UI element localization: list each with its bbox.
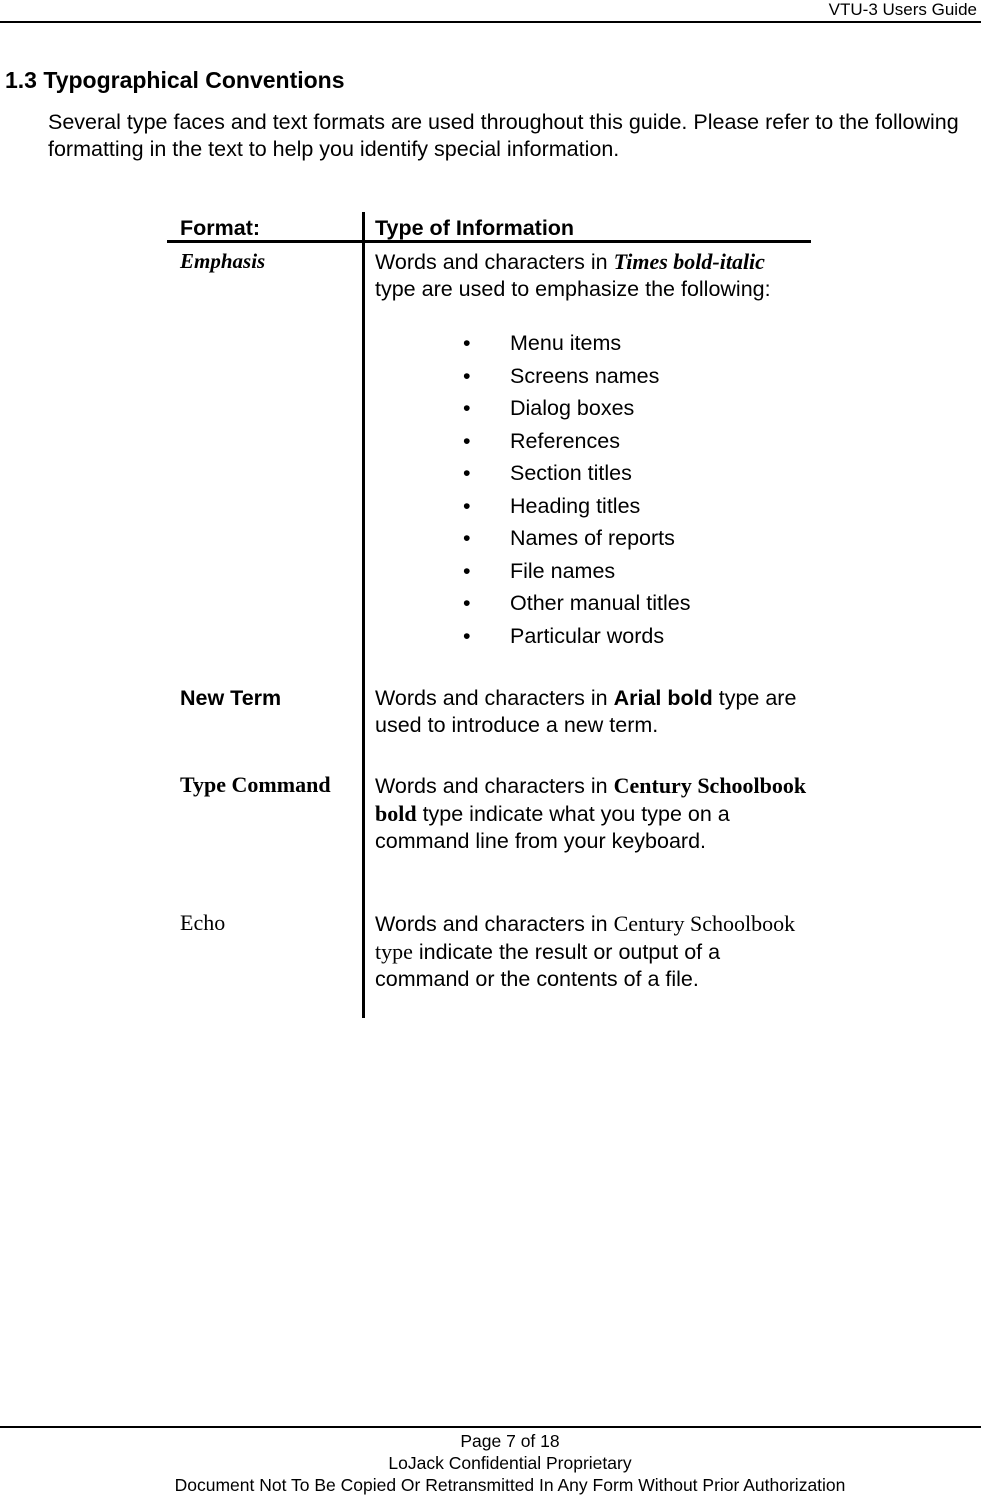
copy-notice: Document Not To Be Copied Or Retransmitted In Any Form Without Prior Authorization: [174, 1475, 846, 1495]
emphasis-bullet-list: [463, 330, 690, 655]
info-text: Words and characters in: [375, 250, 614, 274]
list-item-label: Screens names: [510, 363, 660, 388]
info-text: type are used to introduce a new term.: [375, 686, 797, 737]
bullet-icon: •: [463, 526, 471, 550]
bullet-icon: •: [463, 428, 471, 453]
format-type-command: Type Command: [180, 772, 331, 797]
bullet-icon: •: [463, 493, 471, 518]
list-item-label: Other manual titles: [510, 591, 691, 615]
list-item-label: Particular words: [510, 623, 665, 648]
format-emphasis: Emphasis: [180, 249, 266, 273]
info-echo: [375, 910, 807, 993]
styled-sample: Times bold-italic: [613, 249, 765, 274]
column-header-format: Format:: [180, 216, 261, 240]
list-item-label: Section titles: [510, 461, 632, 485]
bullet-icon: •: [463, 396, 471, 420]
intro-paragraph: Several type faces and text formats are used throughout this guide. Please refer to the following formatting in the text to help you identify special information.: [48, 110, 959, 161]
column-divider: [362, 212, 365, 1018]
list-item: [463, 395, 690, 428]
bullet-icon: •: [463, 623, 471, 648]
bullet-icon: •: [463, 331, 471, 355]
styled-sample: Century Schoolbook bold: [375, 773, 807, 826]
info-text: type indicate what you type on a command line from your keyboard.: [375, 802, 730, 853]
list-item-label: Menu items: [510, 331, 622, 355]
bullet-icon: •: [463, 591, 471, 615]
info-text: Words and characters in: [375, 774, 614, 798]
column-header-info: Type of Information: [375, 216, 575, 240]
info-new-term: [375, 685, 807, 739]
header-rule: [0, 21, 981, 23]
list-item: [463, 330, 690, 363]
list-item: [463, 460, 690, 493]
info-text: type are used to emphasize the following:: [375, 277, 771, 301]
confidential-notice: LoJack Confidential Proprietary: [388, 1453, 632, 1473]
bullet-icon: •: [463, 363, 471, 388]
info-emphasis: [375, 248, 807, 303]
info-type-command: [375, 772, 807, 855]
bullet-icon: •: [463, 558, 471, 583]
list-item: [463, 525, 690, 558]
format-echo: Echo: [180, 910, 226, 935]
list-item: [463, 363, 690, 396]
bullet-icon: •: [463, 461, 471, 485]
list-item: [463, 623, 690, 656]
footer-rule: [0, 1426, 981, 1428]
running-header: VTU-3 Users Guide: [828, 0, 977, 19]
page-number: Page 7 of 18: [460, 1431, 560, 1451]
info-text: indicate the result or output of a command or the contents of a file.: [375, 940, 721, 991]
list-item: [463, 493, 690, 526]
page-footer: [0, 1430, 981, 1496]
list-item: [463, 428, 690, 461]
list-item-label: File names: [510, 558, 616, 583]
list-item-label: Names of reports: [510, 526, 675, 550]
section-heading: 1.3 Typographical Conventions: [5, 67, 345, 93]
format-new-term: New Term: [180, 686, 282, 710]
list-item-label: Dialog boxes: [510, 396, 635, 420]
styled-sample: Arial bold: [613, 686, 713, 710]
list-item: [463, 590, 690, 623]
list-item-label: Heading titles: [510, 493, 641, 518]
table-header-rule: [167, 240, 811, 243]
info-text: Words and characters in: [375, 912, 614, 936]
list-item-label: References: [510, 428, 620, 453]
info-text: Words and characters in: [375, 686, 614, 710]
list-item: [463, 558, 690, 591]
styled-sample: Century Schoolbook type: [375, 911, 796, 964]
